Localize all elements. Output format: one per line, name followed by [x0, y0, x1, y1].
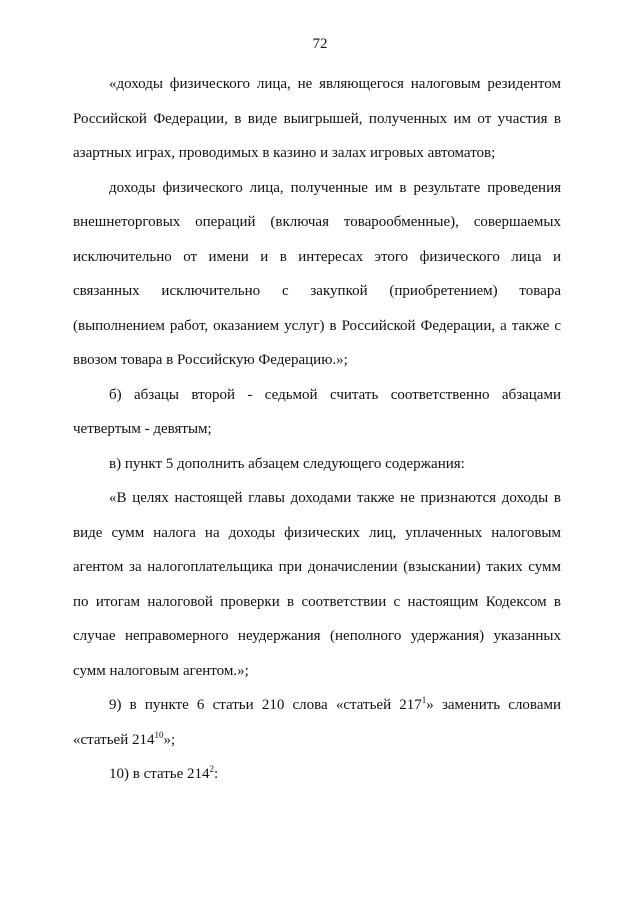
- page-number: 72: [312, 36, 328, 52]
- paragraph-item-10: [73, 757, 561, 792]
- item10-sup-1: 2: [209, 764, 215, 774]
- paragraph-item-9: [73, 688, 561, 757]
- paragraph-4: в) пункт 5 дополнить абзацем следующего содержания:: [109, 455, 465, 472]
- document-body: [73, 67, 561, 792]
- paragraph-2: доходы физического лица, полученные им в результате проведения внешнеторговых операций (включая товарообменные), совершаемых исключительно от имени и в интересах этого физического лица и связанных исключительно с закупкой (приобретением) товара (выполнением работ, оказанием услуг) в Российской Федерации, а также с ввозом товара в Российскую Федерацию.»;: [73, 179, 561, 368]
- item9-sup-2: 10: [154, 729, 164, 740]
- paragraph-5: «В целях настоящей главы доходами также не признаются доходы в виде сумм налога на доходы физических лиц, уплаченных налоговым агентом за налогоплательщика при доначислении (взыскании) таких сумм по итогам налоговой проверки в соответствии с настоящим Кодексом в случае неправомерного неудержания (неполного удержания) указанных сумм налоговым агентом.»;: [73, 490, 561, 679]
- paragraph-3: б) абзацы второй - седьмой считать соответственно абзацами четвертым - девятым;: [73, 386, 561, 437]
- item9-text-2: » заменить словами «статьей 214: [73, 697, 561, 748]
- item9-text-3: »;: [163, 731, 176, 748]
- item10-text-1: 10) в статье 214: [109, 766, 210, 782]
- item10-text-2: :: [214, 766, 219, 782]
- item9-text-1: 9) в пункте 6 статьи 210 слова «статьей 217: [109, 697, 422, 713]
- paragraph-1: «доходы физического лица, не являющегося налоговым резидентом Российской Федерации, в виде выигрышей, полученных им от участия в азартных играх, проводимых в казино и залах игровых автоматов;: [73, 76, 561, 161]
- item9-sup-1: 1: [421, 695, 427, 705]
